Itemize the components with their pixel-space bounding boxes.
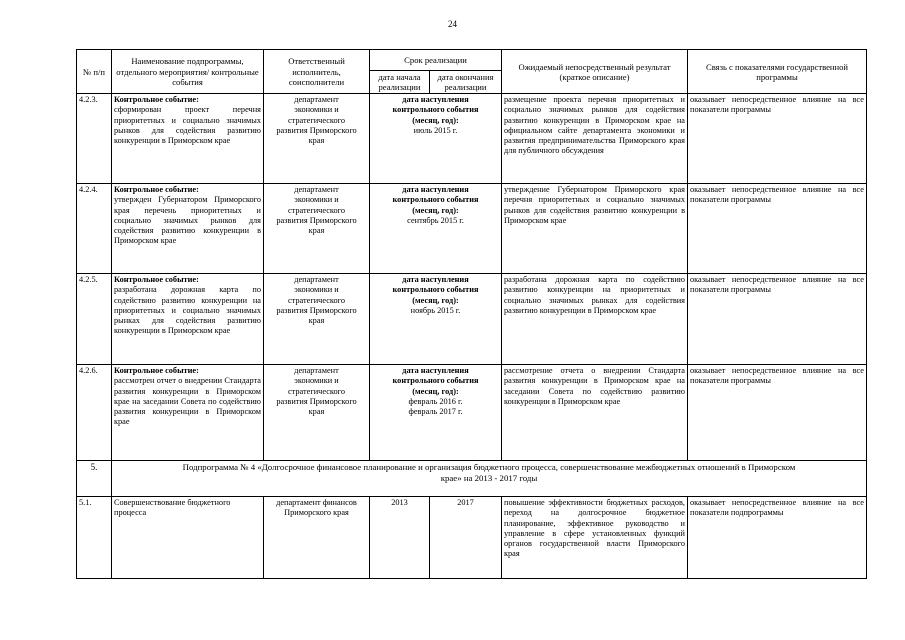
event-label: Контрольное событие: xyxy=(114,95,199,105)
resp-line: департамент xyxy=(294,95,339,105)
row-number: 4.2.5. xyxy=(77,274,112,365)
resp-line: края xyxy=(308,315,325,325)
event-label: Контрольное событие: xyxy=(114,275,199,285)
event-date-value: июль 2015 г. xyxy=(413,125,458,135)
resp-line: экономики и xyxy=(294,105,339,115)
row-name xyxy=(112,184,264,274)
event-date-value: сентябрь 2015 г. xyxy=(407,215,464,225)
resp-line: экономики и xyxy=(294,376,339,386)
table-row xyxy=(77,365,867,461)
event-date-value: февраль 2017 г. xyxy=(408,406,463,416)
row-name xyxy=(112,365,264,461)
event-text: разработана дорожная карта по содействию развитию конкуренции на приоритетных и социально значимых рынках для содействия развитию конкуренции в Приморском крае xyxy=(114,285,261,335)
header-link: Связь с показателями государственной программы xyxy=(688,50,867,94)
event-label: Контрольное событие: xyxy=(114,185,199,195)
resp-line: стратегического xyxy=(287,115,346,125)
event-date-label: (месяц, год): xyxy=(412,115,459,125)
resp-line: края xyxy=(308,406,325,416)
table-row xyxy=(77,274,867,365)
row-result: повышение эффективности бюджетных расходов, переход на долгосрочное бюджетное планирование, эффективное руководство и управление в сфере установленных функций органов государственной власти Приморского края xyxy=(502,497,688,579)
row-event-date xyxy=(370,184,502,274)
subprogram-title-line: Подпрограмма № 4 «Долгосрочное финансовое планирование и организация бюджетного процесса, совершенствование межбюджетных отношений в Приморском xyxy=(182,462,796,473)
resp-line: экономики и xyxy=(294,195,339,205)
header-responsible: Ответственный исполнитель, соисполнители xyxy=(264,50,370,94)
row-responsible xyxy=(264,94,370,184)
resp-line: развития Приморского xyxy=(276,396,357,406)
row-end: 2017 xyxy=(430,497,502,579)
event-date-value: февраль 2016 г. xyxy=(408,396,463,406)
row-number: 4.2.3. xyxy=(77,94,112,184)
subprogram-title xyxy=(112,461,867,497)
row-responsible xyxy=(264,184,370,274)
row-result: рассмотрение отчета о внедрении Стандарта развития конкуренции в Приморском крае на заседании Совета по содействию развитию конкуренции в Приморском крае xyxy=(502,365,688,461)
resp-line: стратегического xyxy=(287,295,346,305)
table-row xyxy=(77,94,867,184)
resp-line: стратегического xyxy=(287,205,346,215)
subprogram-number: 5. xyxy=(77,461,112,497)
row-link: оказывает непосредственное влияние на все показатели программы xyxy=(688,184,867,274)
resp-line: стратегического xyxy=(287,386,346,396)
header-name: Наименование подпрограммы, отдельного мероприятия/ контрольные события xyxy=(112,50,264,94)
event-date-label: дата наступления xyxy=(402,275,469,285)
resp-line: департамент xyxy=(294,366,339,376)
page-number: 24 xyxy=(448,19,457,29)
event-date-label: дата наступления xyxy=(402,366,469,376)
event-text: сформирован проект перечня приоритетных и социально значимых рынков для содействия развитию конкуренции в Приморском крае xyxy=(114,105,261,145)
resp-line: департамент xyxy=(294,185,339,195)
header-start: дата начала реализации xyxy=(370,71,430,94)
event-date-label: контрольного события xyxy=(392,195,479,205)
header-result: Ожидаемый непосредственный результат (краткое описание) xyxy=(502,50,688,94)
row-link: оказывает непосредственное влияние на все показатели программы xyxy=(688,94,867,184)
header-end: дата окончания реализации xyxy=(430,71,502,94)
resp-line: Приморского края xyxy=(284,508,349,518)
row-start: 2013 xyxy=(370,497,430,579)
row-responsible xyxy=(264,497,370,579)
resp-line: развития Приморского xyxy=(276,305,357,315)
table-row xyxy=(77,497,867,579)
event-date-label: (месяц, год): xyxy=(412,386,459,396)
event-text: рассмотрен отчет о внедрении Стандарта развития конкуренции в Приморском крае на заседании Совета по содействию развития конкуренции в Приморском крае xyxy=(114,376,261,426)
row-event-date xyxy=(370,274,502,365)
row-result: разработана дорожная карта по содействию развитию конкуренции на приоритетных и социально значимых рынках для содействия развитию конкуренции в Приморском крае xyxy=(502,274,688,365)
row-number: 4.2.6. xyxy=(77,365,112,461)
row-link: оказывает непосредственное влияние на все показатели программы xyxy=(688,365,867,461)
program-table xyxy=(76,49,867,579)
event-date-label: контрольного события xyxy=(392,376,479,386)
event-text: утвержден Губернатором Приморского края перечень приоритетных и социально значимых рынков для содействия развитию конкуренции в Приморском крае xyxy=(114,195,261,245)
event-date-label: дата наступления xyxy=(402,185,469,195)
header-term: Срок реализации xyxy=(370,50,502,71)
resp-line: развития Приморского xyxy=(276,125,357,135)
row-name xyxy=(112,274,264,365)
row-responsible xyxy=(264,365,370,461)
resp-line: развития Приморского xyxy=(276,215,357,225)
row-result: размещение проекта перечня приоритетных и социально значимых рынков для содействия развитию конкуренции в Приморском крае на официальном сайте департамента экономики и развития предпринимательства Приморского края для публичного обсуждения xyxy=(502,94,688,184)
resp-line: экономики и xyxy=(294,285,339,295)
resp-line: департамент финансов xyxy=(276,498,357,508)
resp-line: края xyxy=(308,225,325,235)
row-responsible xyxy=(264,274,370,365)
event-date-value: ноябрь 2015 г. xyxy=(410,305,461,315)
subprogram-row xyxy=(77,461,867,497)
header-num: № п/п xyxy=(77,50,112,94)
resp-line: департамент xyxy=(294,275,339,285)
event-label: Контрольное событие: xyxy=(114,366,199,376)
event-date-label: контрольного события xyxy=(392,285,479,295)
event-date-label: контрольного события xyxy=(392,105,479,115)
row-event-date xyxy=(370,365,502,461)
event-date-label: (месяц, год): xyxy=(412,295,459,305)
row-result: утверждение Губернатором Приморского края перечня приоритетных и социально значимых рынков для содействия развитию конкуренции в Приморском крае xyxy=(502,184,688,274)
resp-line: края xyxy=(308,135,325,145)
row-link: оказывает непосредственное влияние на все показатели программы xyxy=(688,274,867,365)
row-name: Совершенствование бюджетного процесса xyxy=(112,497,264,579)
row-name xyxy=(112,94,264,184)
row-number: 5.1. xyxy=(77,497,112,579)
subprogram-title-line: крае» на 2013 - 2017 годы xyxy=(440,473,538,483)
row-event-date xyxy=(370,94,502,184)
row-link: оказывает непосредственное влияние на все показатели подпрограммы xyxy=(688,497,867,579)
row-number: 4.2.4. xyxy=(77,184,112,274)
event-date-label: (месяц, год): xyxy=(412,205,459,215)
event-date-label: дата наступления xyxy=(402,95,469,105)
table-row xyxy=(77,184,867,274)
